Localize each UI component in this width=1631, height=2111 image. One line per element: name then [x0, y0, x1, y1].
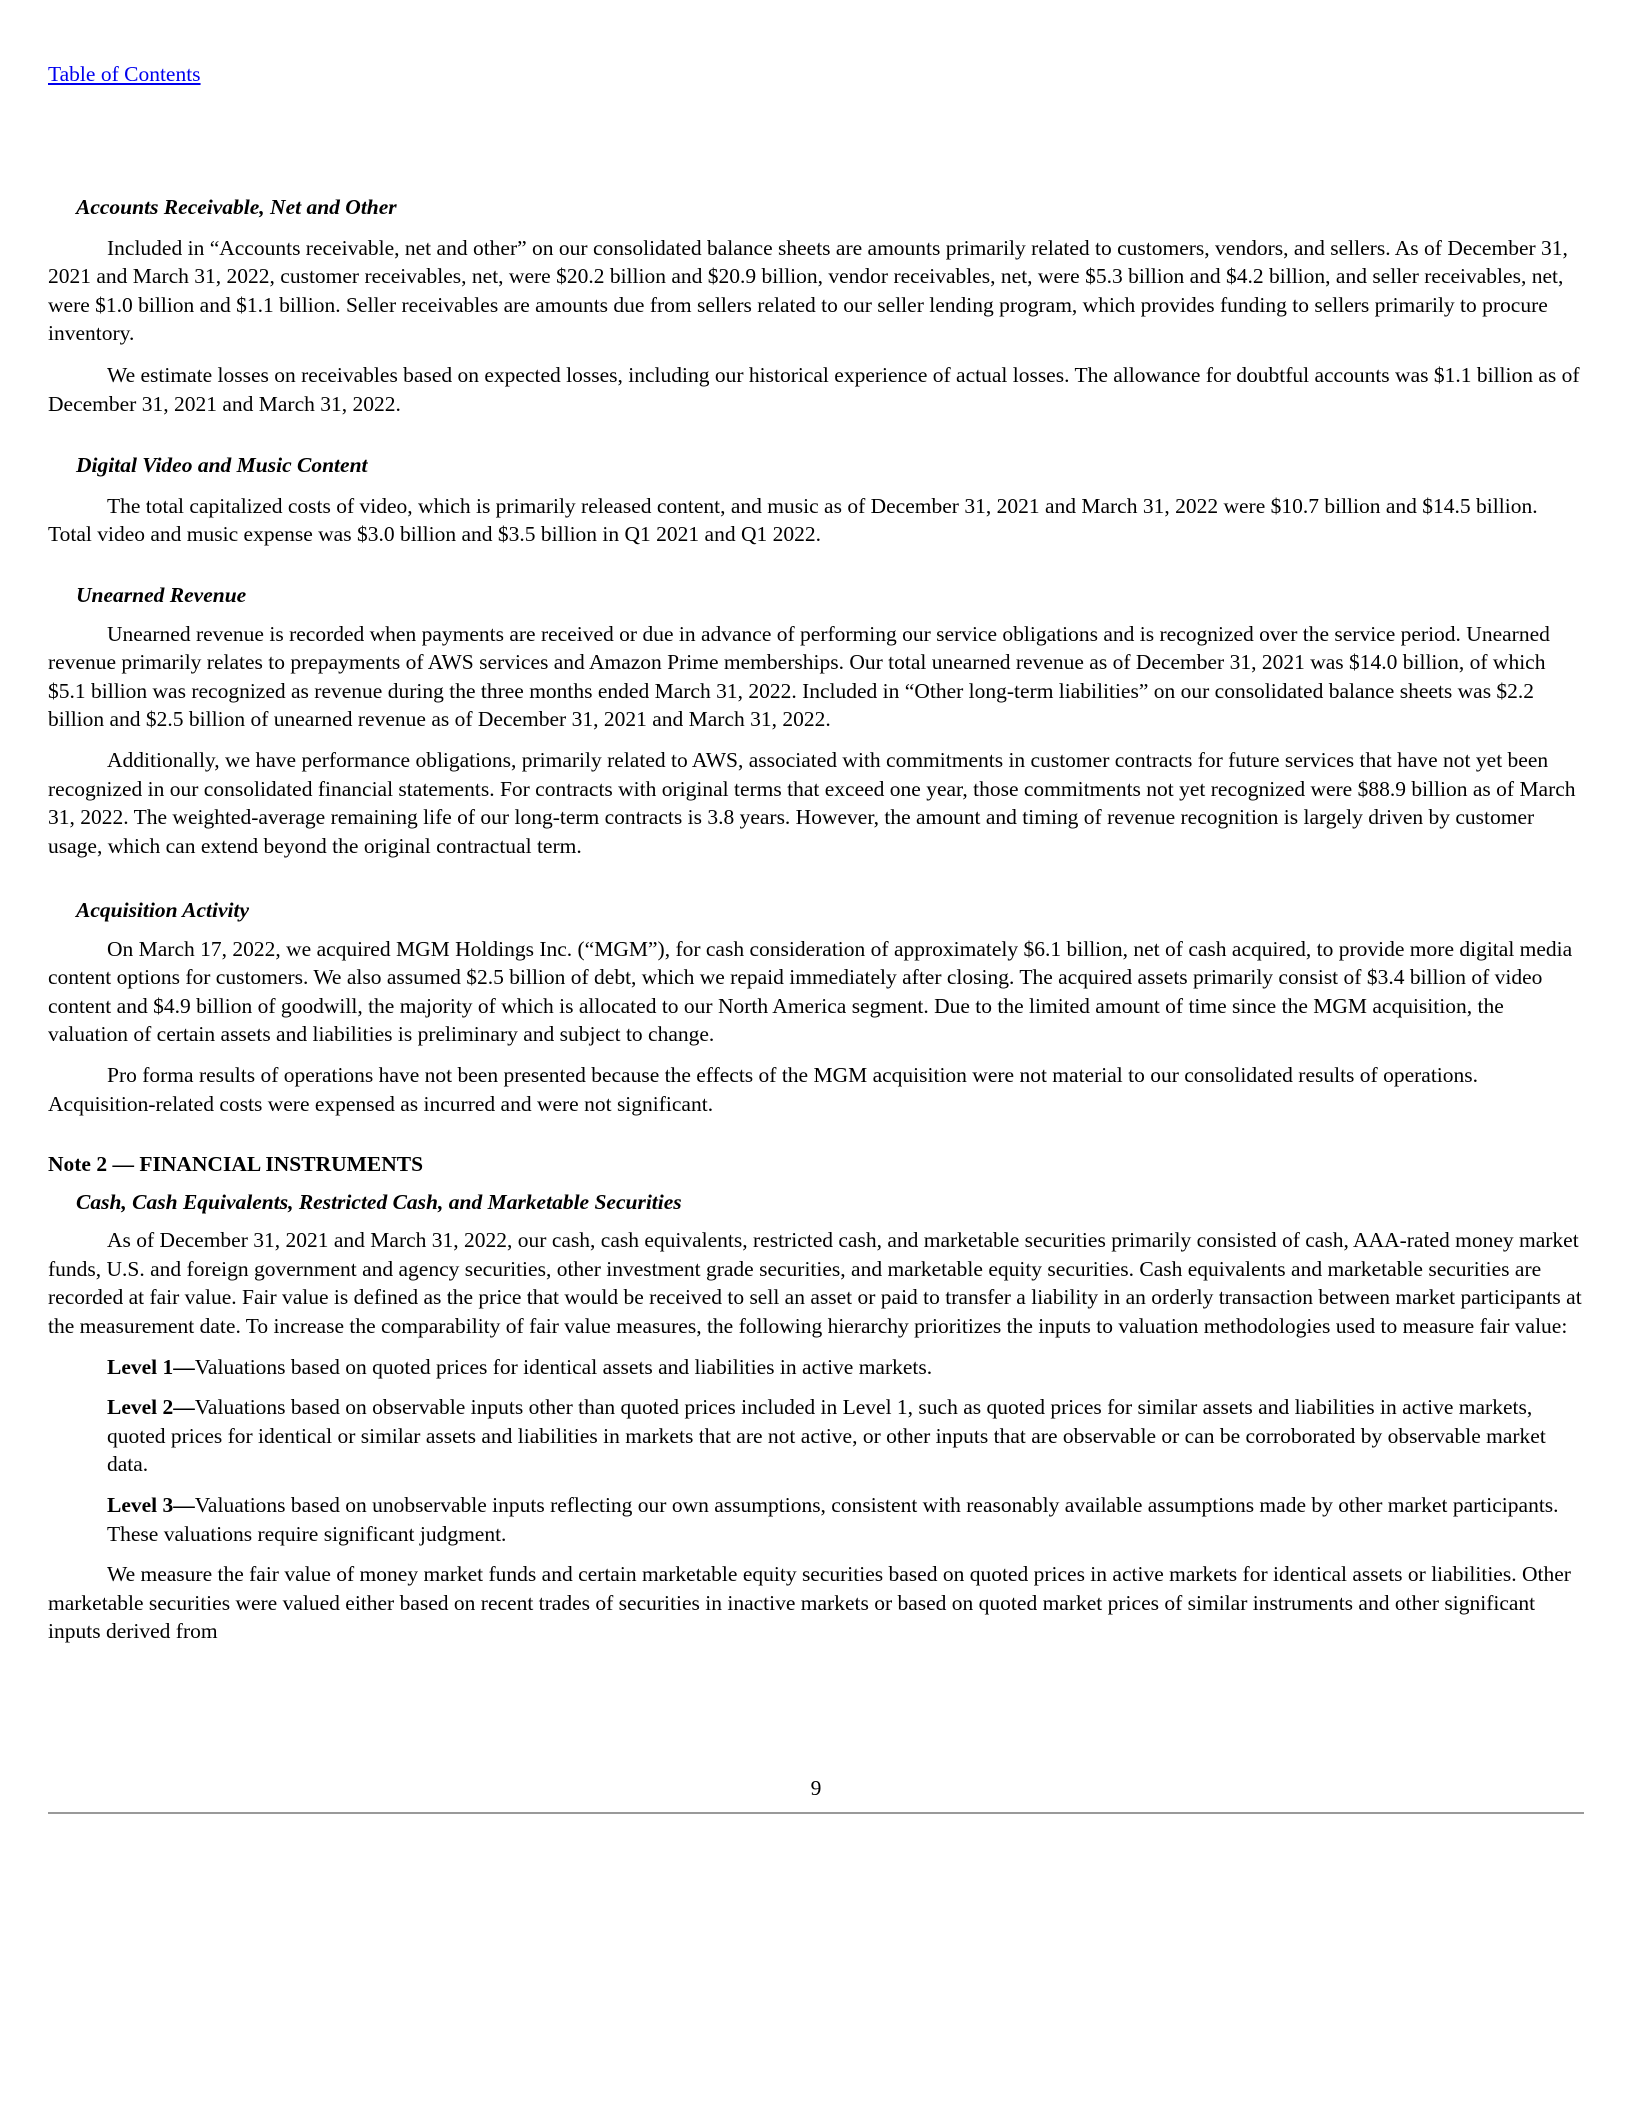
paragraph: We estimate losses on receivables based on expected losses, including our historical experience of actual losses. The allowance for doubtful accounts was $1.1 billion as of December 31, 2021 and March 31, 2022.: [48, 362, 1580, 416]
level-text: Valuations based on quoted prices for identical assets and liabilities in active markets.: [194, 1354, 933, 1379]
paragraph: On March 17, 2022, we acquired MGM Holdings Inc. (“MGM”), for cash consideration of approximately $6.1 billion, net of cash acquired, to provide more digital media content options for customers. We also assumed $2.5 billion of debt, which we repaid immediately after closing. The acquired assets primarily consist of $3.4 billion of video content and $4.9 billion of goodwill, the majority of which is allocated to our North America segment. Due to the limited amount of time since the MGM acquisition, the valuation of certain assets and liabilities is preliminary and subject to change.: [48, 936, 1573, 1047]
level-1-item: [48, 1353, 1584, 1382]
level-text: Valuations based on unobservable inputs reflecting our own assumptions, consistent with reasonably available assumptions made by other market participants. These valuations require significant judgment.: [107, 1492, 1559, 1546]
level-2-item: [48, 1393, 1584, 1479]
paragraph: Unearned revenue is recorded when payments are received or due in advance of performing our service obligations and is recognized over the service period. Unearned revenue primarily relates to prepayments of AWS services and Amazon Prime memberships. Our total unearned revenue as of December 31, 2021 was $14.0 billion, of which $5.1 billion was recognized as revenue during the three months ended March 31, 2022. Included in “Other long-term liabilities” on our consolidated balance sheets was $2.2 billion and $2.5 billion of unearned revenue as of December 31, 2021 and March 31, 2022.: [48, 621, 1550, 732]
paragraph: We measure the fair value of money market funds and certain marketable equity securities based on quoted prices in active markets for identical assets or liabilities. Other marketable securities were valued either based on recent trades of securities in inactive markets or based on quoted market prices of similar instruments and other significant inputs derived from: [48, 1562, 1571, 1644]
section-unearned-revenue: [48, 581, 1584, 860]
section-accounts-receivable: [48, 193, 1584, 418]
table-of-contents-link[interactable]: Table of Contents: [48, 62, 201, 86]
paragraph: Additionally, we have performance obligations, primarily related to AWS, associated with commitments in customer contracts for future services that have not yet been recognized in our consolidated financial statements. For contracts with original terms that exceed one year, those commitments not yet recognized were $88.9 billion as of March 31, 2022. The weighted-average remaining life of our long-term contracts is 3.8 years. However, the amount and timing of revenue recognition is largely driven by customer usage, which can extend beyond the original contractual term.: [48, 747, 1576, 858]
section-heading: Digital Video and Music Content: [76, 453, 368, 477]
footer-divider: [48, 1812, 1584, 1814]
paragraph: Pro forma results of operations have not been presented because the effects of the MGM acquisition were not material to our consolidated results of operations. Acquisition-related costs were expensed as incurred and were not significant.: [48, 1062, 1479, 1116]
section-heading: Cash, Cash Equivalents, Restricted Cash, and Marketable Securities: [76, 1189, 682, 1214]
level-3-item: [48, 1491, 1584, 1548]
paragraph: Included in “Accounts receivable, net and other” on our consolidated balance sheets are amounts primarily related to customers, vendors, and sellers. As of December 31, 2021 and March 31, 2022, customer receivables, net, were $20.2 billion and $20.9 billion, vendor receivables, net, were $5.3 billion and $4.2 billion, and seller receivables, net, were $1.0 billion and $1.1 billion. Seller receivables are amounts due from sellers related to our seller lending program, which provides funding to sellers primarily to procure inventory.: [48, 235, 1568, 346]
section-heading: Unearned Revenue: [76, 583, 247, 607]
level-label: Level 3—: [107, 1492, 195, 1517]
level-label: Level 1—: [107, 1354, 195, 1379]
section-heading: Acquisition Activity: [76, 898, 249, 922]
level-label: Level 2—: [107, 1395, 195, 1420]
section-digital-video-music: [48, 451, 1584, 549]
level-text: Valuations based on observable inputs other than quoted prices included in Level 1, such as quoted prices for similar assets and liabilities in active markets, quoted prices for identical or similar assets and liabilities in markets that are not active, or other inputs that are observable or can be corroborated by observable market data.: [107, 1395, 1546, 1477]
paragraph: As of December 31, 2021 and March 31, 2022, our cash, cash equivalents, restricted cash, and marketable securities primarily consisted of cash, AAA-rated money market funds, U.S. and foreign government and agency securities, other investment grade securities, and marketable equity securities. Cash equivalents and marketable securities are recorded at fair value. Fair value is defined as the price that would be received to sell an asset or paid to transfer a liability in an orderly transaction between market participants at the measurement date. To increase the comparability of fair value measures, the following hierarchy prioritizes the inputs to valuation methodologies used to measure fair value:: [48, 1228, 1582, 1338]
page-number: 9: [810, 1776, 822, 1800]
section-acquisition-activity: [48, 896, 1584, 1118]
section-note-2: [48, 1150, 1584, 1646]
paragraph: The total capitalized costs of video, which is primarily released content, and music as of December 31, 2021 and March 31, 2022 were $10.7 billion and $14.5 billion. Total video and music expense was $3.0 billion and $3.5 billion in Q1 2021 and Q1 2022.: [48, 493, 1538, 547]
note-title: Note 2 — FINANCIAL INSTRUMENTS: [48, 1152, 424, 1176]
section-heading: Accounts Receivable, Net and Other: [76, 195, 397, 219]
